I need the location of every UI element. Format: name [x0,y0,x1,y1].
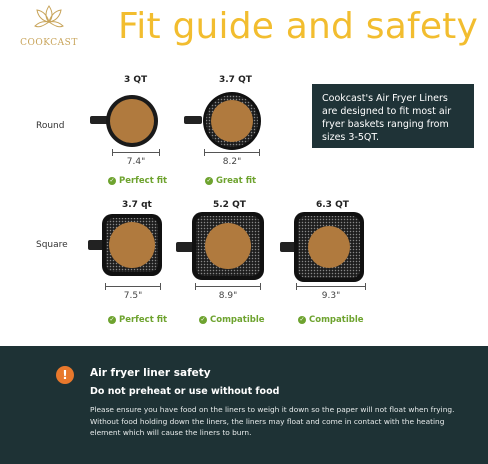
check-icon: ✓ [200,316,206,323]
safety-body: Please ensure you have food on the liners to weigh it down so the paper will not float when frying. Without food holding down the liners, the liners may float and come in contact with the heating element which will cause the liners to burn. [90,405,455,437]
width-dimension-line [204,152,260,153]
check-icon: ✓ [299,316,305,323]
check-icon: ✓ [109,316,115,323]
round-basket-small-image [90,94,160,148]
width-dimension-line [296,286,366,287]
width-value: 8.2" [222,157,242,167]
lotus-logo-icon [34,4,64,34]
row-label-square: Square [36,240,68,250]
square-basket-medium-image [176,212,266,282]
brand-logo [18,4,80,48]
fit-text: Perfect fit [119,315,168,325]
fit-text: Great fit [216,176,257,186]
width-value: 7.4" [126,157,146,167]
fit-text: Compatible [309,315,364,325]
width-dimension-line [112,152,160,153]
width-value: 7.5" [123,291,143,301]
width-value: 9.3" [321,291,341,301]
fit-rating [108,315,167,325]
check-icon: ✓ [109,177,115,184]
fit-rating [108,176,167,186]
fit-rating [205,176,256,186]
page-title: Fit guide and safety [118,6,478,47]
row-label-round: Round [36,121,65,131]
square-basket-large-image [280,212,366,284]
size-label: 3.7 qt [122,200,152,210]
size-label: 5.2 QT [213,200,246,210]
check-icon: ✓ [206,177,212,184]
fit-text: Perfect fit [119,176,168,186]
fit-rating [298,315,364,325]
size-label: 6.3 QT [316,200,349,210]
fit-rating [199,315,265,325]
safety-title: Air fryer liner safety [90,367,211,379]
width-dimension-line [105,286,161,287]
square-basket-small-image [88,214,164,278]
width-dimension-line [195,286,261,287]
safety-subtitle: Do not preheat or use without food [90,386,280,397]
size-label: 3.7 QT [219,75,252,85]
exclamation-icon: ! [56,366,74,384]
size-label: 3 QT [124,75,148,85]
brand-name: COOKCAST [20,38,78,48]
info-box: Cookcast's Air Fryer Liners are designed to fit most air fryer baskets ranging from sizes 3-5QT. [312,84,474,148]
fit-text: Compatible [210,315,265,325]
width-value: 8.9" [218,291,238,301]
round-basket-large-image [184,92,264,150]
